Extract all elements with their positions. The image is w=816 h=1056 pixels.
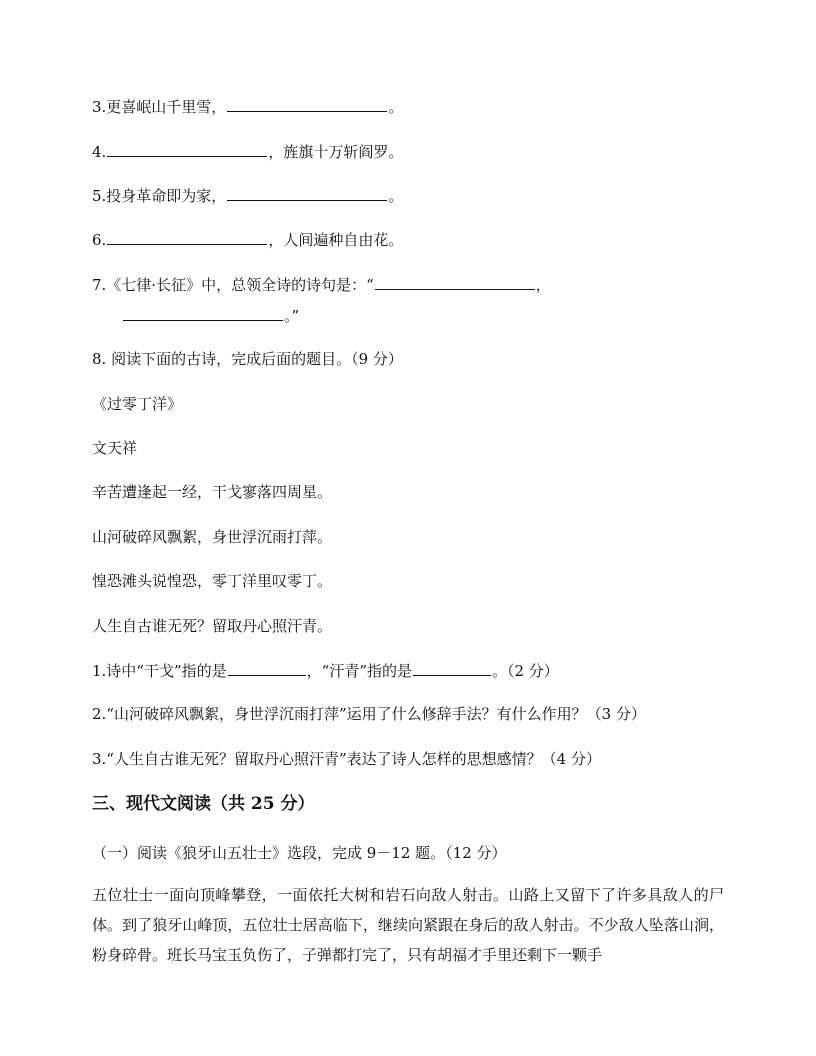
poem-line: 山河破碎风飘絮，身世浮沉雨打萍。 xyxy=(92,528,333,546)
sub-question-2: 2.“山河破碎风飘絮，身世浮沉雨打萍”运用了什么修辞手法？有什么作用？（3 分） xyxy=(92,705,646,723)
question-7-comma: ， xyxy=(535,276,551,294)
question-7 xyxy=(92,273,724,296)
section-title: 三、现代文阅读（共 25 分） xyxy=(92,794,315,814)
sub-question-1-text: 1.诗中“干戈”指的是 xyxy=(92,662,227,680)
question-7-continued xyxy=(122,304,724,327)
question-6 xyxy=(92,228,724,251)
poem-title: 《过零丁洋》 xyxy=(92,395,183,413)
question-5-end: 。 xyxy=(388,187,404,205)
question-4 xyxy=(92,140,724,163)
question-6-text: ，人间遍种自由花。 xyxy=(268,231,404,249)
poem-line: 人生自古谁无死？留取丹心照汗青。 xyxy=(92,617,333,635)
question-8-prompt: 8. 阅读下面的古诗，完成后面的题目。（9 分） xyxy=(92,350,403,368)
answer-blank[interactable] xyxy=(228,659,306,676)
question-7-text: 7.《七律·长征》中，总领全诗的诗句是：“ xyxy=(92,276,374,294)
answer-blank[interactable] xyxy=(107,140,267,157)
sub-question-3: 3.“人生自古谁无死？留取丹心照汗青”表达了诗人怎样的思想感情？（4 分） xyxy=(92,750,601,768)
sub-question-1-score: 。（2 分） xyxy=(492,662,559,680)
sub-question-1-text: ，“汗青”指的是 xyxy=(306,662,412,680)
question-4-number: 4. xyxy=(92,143,107,161)
reading-1-prompt: （一）阅读《狼牙山五壮士》选段，完成 9－12 题。（12 分） xyxy=(92,844,507,862)
reading-1-paragraph: 五位壮士一面向顶峰攀登，一面依托大树和岩石向敌人射击。山路上又留下了许多具敌人的尸体。到了狼牙山峰顶，五位壮士居高临下，继续向紧跟在身后的敌人射击。不少敌人坠落山涧，粉身碎骨。班长马宝玉负伤了，子弹都打完了，只有胡福才手里还剩下一颗手 xyxy=(92,886,724,964)
answer-blank[interactable] xyxy=(413,659,491,676)
poem-author: 文天祥 xyxy=(92,439,138,457)
question-7-end: 。” xyxy=(284,307,300,325)
question-5 xyxy=(92,184,724,207)
answer-blank[interactable] xyxy=(107,228,267,245)
question-3-text: 3.更喜岷山千里雪， xyxy=(92,98,227,116)
answer-blank[interactable] xyxy=(123,304,283,321)
question-3 xyxy=(92,95,724,118)
question-3-end: 。 xyxy=(388,98,404,116)
answer-blank[interactable] xyxy=(227,184,387,201)
answer-blank[interactable] xyxy=(227,95,387,112)
answer-blank[interactable] xyxy=(375,273,535,290)
question-5-text: 5.投身革命即为家， xyxy=(92,187,227,205)
poem-line: 惶恐滩头说惶恐，零丁洋里叹零丁。 xyxy=(92,572,333,590)
question-4-text: ，旌旗十万斩阎罗。 xyxy=(268,143,404,161)
question-6-number: 6. xyxy=(92,231,107,249)
poem-line: 辛苦遭逢起一经，干戈寥落四周星。 xyxy=(92,483,333,501)
sub-question-1 xyxy=(92,659,724,682)
